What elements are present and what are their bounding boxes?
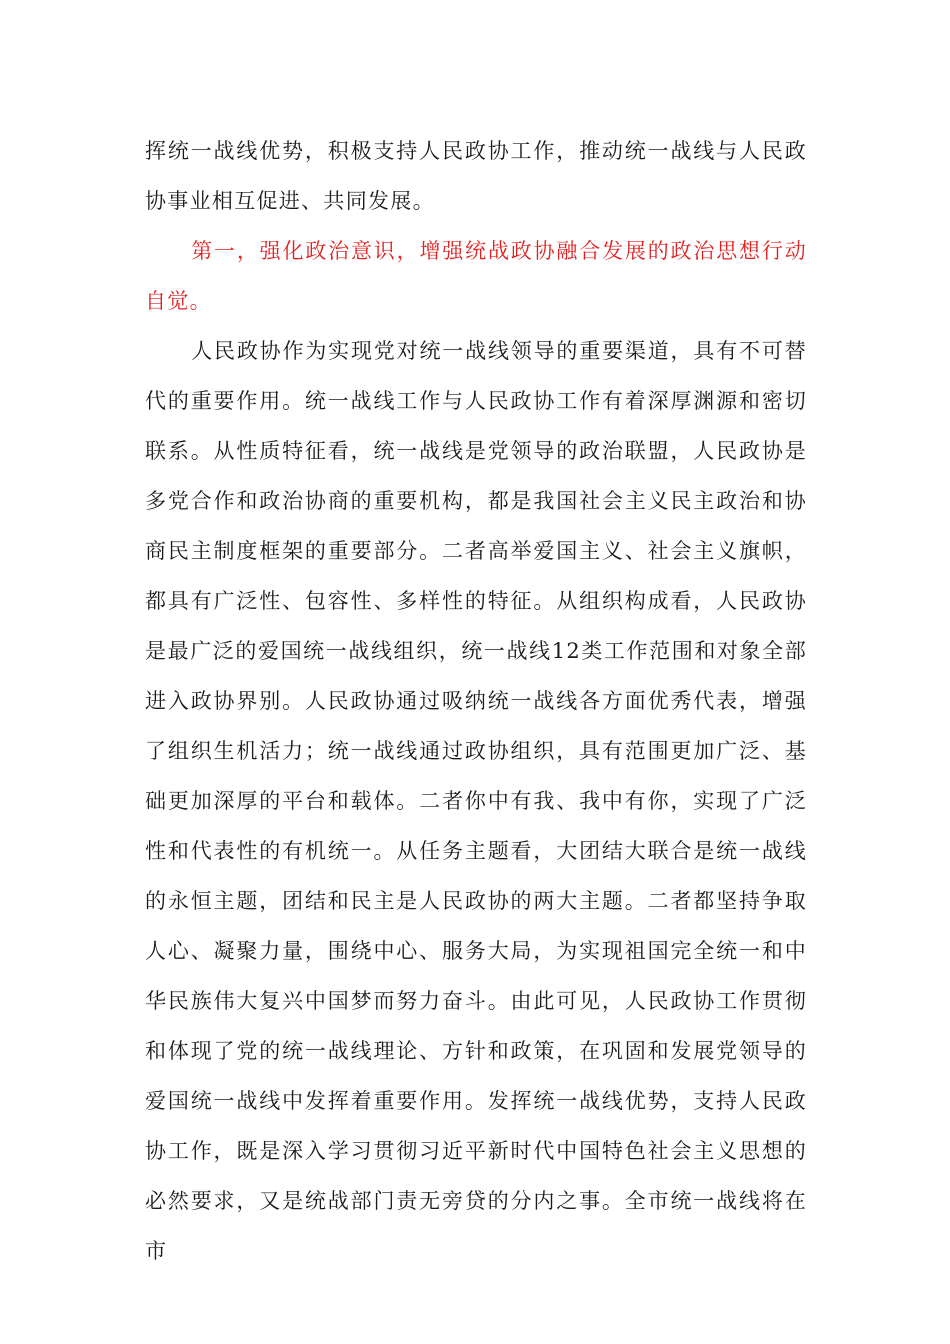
- paragraph-body: 人民政协作为实现党对统一战线领导的重要渠道，具有不可替代的重要作用。统一战线工作与人民政协工作有着深厚渊源和密切联系。从性质特征看，统一战线是党领导的政治联盟，人民政协是多党合作和政治协商的重要机构，都是我国社会主义民主政治和协商民主制度框架的重要部分。二者高举爱国主义、社会主义旗帜，都具有广泛性、包容性、多样性的特征。从组织构成看，人民政协是最广泛的爱国统一战线组织，统一战线12类工作范围和对象全部进入政协界别。人民政协通过吸纳统一战线各方面优秀代表，增强了组织生机活力；统一战线通过政协组织，具有范围更加广泛、基础更加深厚的平台和载体。二者你中有我、我中有你，实现了广泛性和代表性的有机统一。从任务主题看，大团结大联合是统一战线的永恒主题，团结和民主是人民政协的两大主题。二者都坚持争取人心、凝聚力量，围绕中心、服务大局，为实现祖国完全统一和中华民族伟大复兴中国梦而努力奋斗。由此可见，人民政协工作贯彻和体现了党的统一战线理论、方针和政策，在巩固和发展党领导的爱国统一战线中发挥着重要作用。发挥统一战线优势，支持人民政协工作，既是深入学习贯彻习近平新时代中国特色社会主义思想的必然要求，又是统战部门责无旁贷的分内之事。全市统一战线将在市: [145, 339, 807, 1263]
- paragraph-continuation: 挥统一战线优势，积极支持人民政协工作，推动统一战线与人民政协事业相互促进、共同发展。: [145, 139, 807, 213]
- document-page: [145, 126, 807, 1276]
- section-heading: 第一，强化政治意识，增强统战政协融合发展的政治思想行动自觉。: [145, 239, 807, 313]
